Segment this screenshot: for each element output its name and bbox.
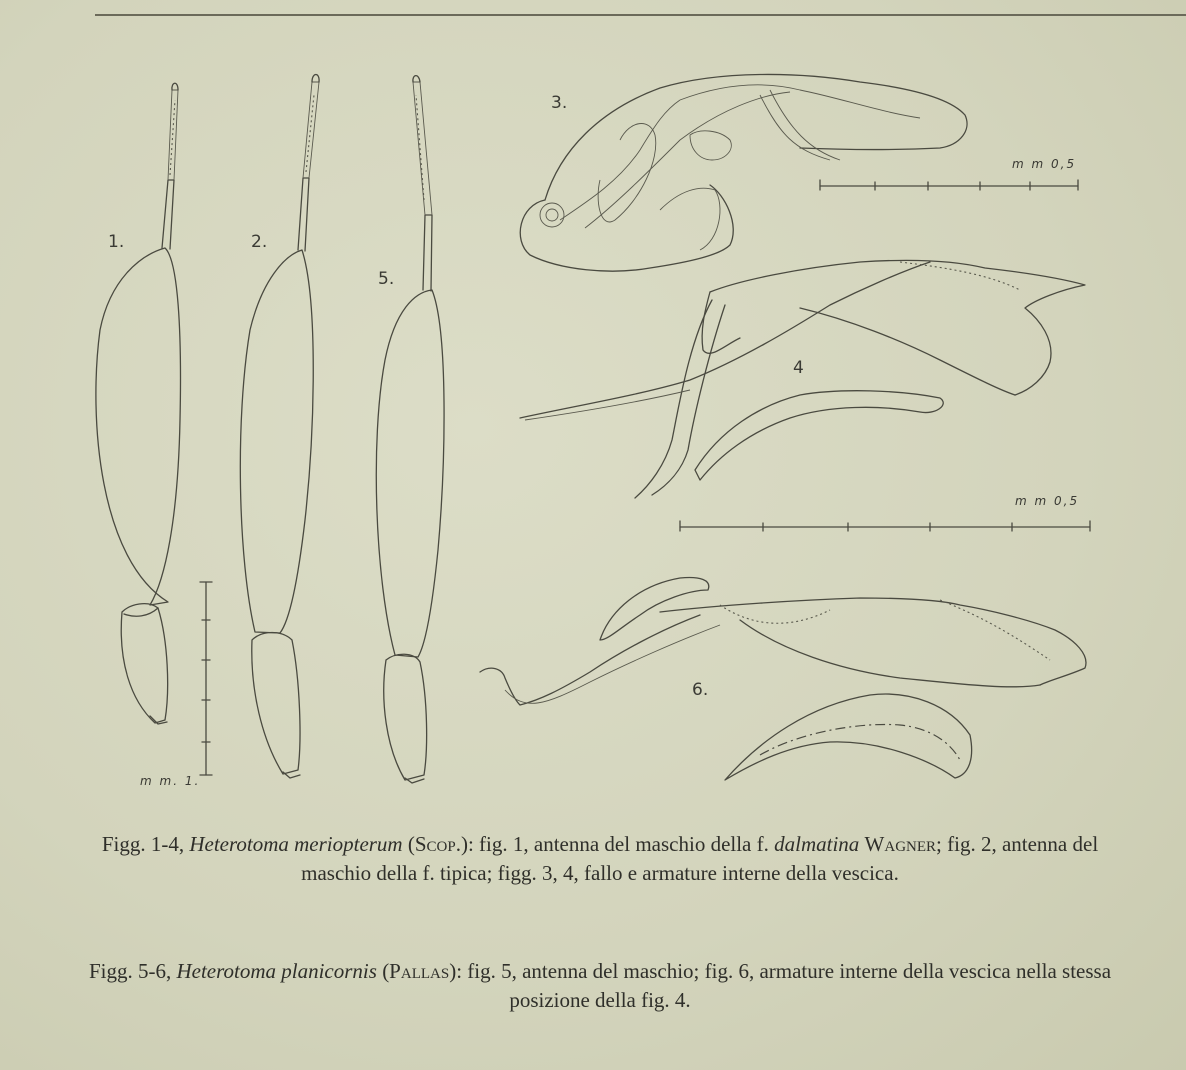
caption-1-species: Heterotoma meriopterum bbox=[189, 832, 403, 856]
antenna-scale-bar bbox=[200, 582, 212, 775]
caption-2-prefix: Figg. 5-6, bbox=[88, 959, 172, 983]
vesica-armature-fig-6 bbox=[480, 578, 1086, 781]
caption-1-prefix: Figg. 1-4, bbox=[101, 832, 185, 856]
caption-1-author: Wagner bbox=[864, 832, 937, 856]
fig-2-label: 2. bbox=[251, 232, 268, 252]
caption-figures-1-4 bbox=[70, 830, 1130, 888]
fig-4-scale-label: m m 0,5 bbox=[1015, 494, 1080, 508]
caption-2-authority: (Pallas) bbox=[382, 959, 457, 983]
caption-1-text-a: : fig. 1, antenna del maschio della f. bbox=[467, 832, 769, 856]
fig-1-label: 1. bbox=[108, 232, 125, 252]
scale-bar-fig-3 bbox=[820, 180, 1078, 190]
caption-1-text-b: ; fig. 2, antenna del maschio della f. tipica; figg. 3, 4, fallo e armature interne della vescica. bbox=[301, 832, 1099, 885]
antenna-fig-1 bbox=[96, 83, 181, 724]
fig-3-scale-label: m m 0,5 bbox=[1012, 157, 1077, 171]
scale-bar-fig-4 bbox=[680, 521, 1090, 531]
antenna-fig-5 bbox=[376, 76, 444, 783]
caption-2-species: Heterotoma planicornis bbox=[176, 959, 377, 983]
fig-5-label: 5. bbox=[378, 269, 395, 289]
caption-1-form: dalmatina bbox=[774, 832, 860, 856]
caption-figures-5-6 bbox=[70, 957, 1130, 1015]
vesica-armature-fig-4 bbox=[520, 260, 1085, 498]
caption-2-text: : fig. 5, antenna del maschio; fig. 6, armature interne della vescica nella stessa posizione della fig. 4. bbox=[456, 959, 1112, 1012]
caption-1-authority: (Scop.) bbox=[407, 832, 468, 856]
antenna-fig-2 bbox=[240, 75, 319, 779]
fig-4-label: 4 bbox=[793, 358, 804, 378]
phallus-fig-3 bbox=[520, 74, 967, 271]
fig-6-label: 6. bbox=[692, 680, 709, 700]
antenna-scale-label: m m. 1. bbox=[140, 774, 201, 788]
fig-3-label: 3. bbox=[551, 93, 568, 113]
